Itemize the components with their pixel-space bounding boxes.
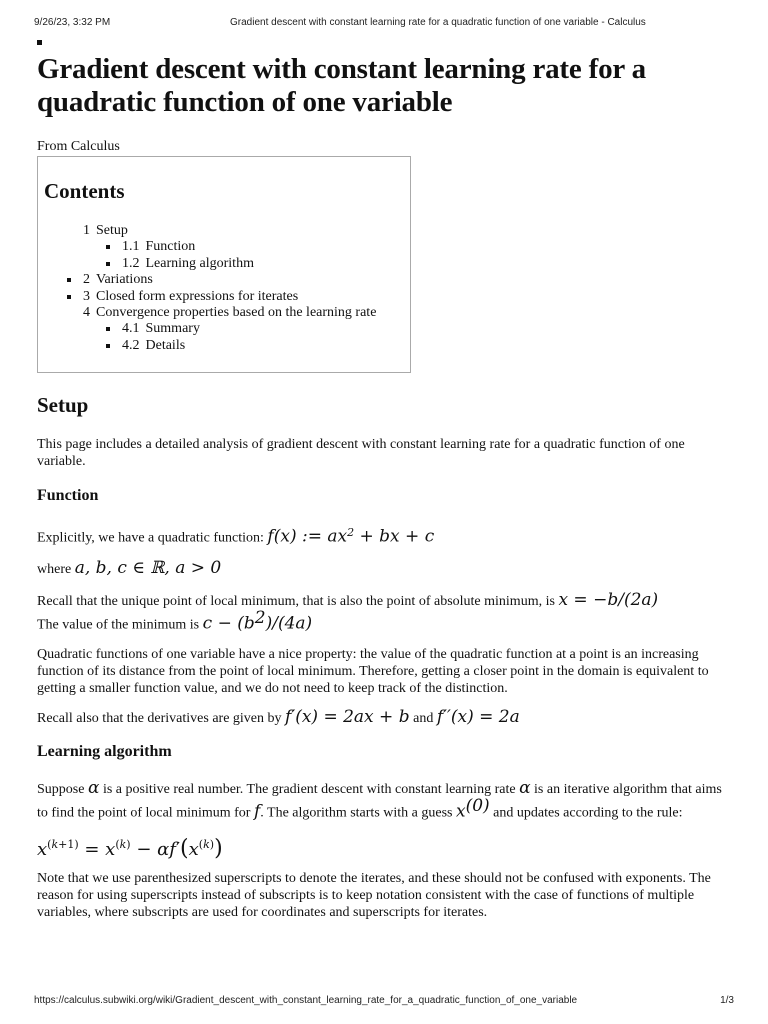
symbol-initial-guess: x [455, 801, 466, 822]
formula-quadratic: f [267, 526, 274, 547]
toc-item[interactable] [38, 223, 410, 239]
toc-heading: Contents [44, 179, 125, 203]
print-page-title: Gradient descent with constant learning rate for a quadratic function of one variable - Calculus [230, 17, 646, 28]
toc-item-label: Setup [96, 223, 128, 238]
updates-text: and updates according to the rule: [493, 805, 683, 821]
print-header [34, 17, 734, 31]
print-page-number: 1/3 [720, 995, 734, 1006]
toc-item[interactable] [38, 272, 410, 288]
print-footer [34, 995, 734, 1009]
page-title: Gradient descent with constant learning rate for a quadratic function of one variable [37, 53, 646, 118]
toc-item-label: Function [145, 239, 196, 255]
toc-item[interactable] [38, 305, 410, 321]
formula-second-derivative: f [436, 707, 444, 728]
minimum-value-text: The value of the minimum is [37, 617, 200, 633]
toc-item-label: Closed form expressions for iterates [96, 288, 299, 304]
toc-item-number: 1.1 [122, 239, 140, 255]
starts-text: . The algorithm starts with a guess [260, 805, 453, 821]
and-text: and [413, 711, 434, 727]
toc-item-number: 4 [83, 305, 90, 321]
formula-first-derivative: f [285, 707, 292, 728]
toc-bullet [106, 327, 110, 331]
toc-item-label: Convergence properties based on the learning rate [96, 305, 377, 321]
notation-note: Note that we use parenthesized superscripts to denote the iterates, and these should not be confused with exponents. The reason for using superscripts instead of subscripts is to keep notation consistent with the case of functions of multiple variables, where subscripts are used for coordinates and superscripts for iterates. [37, 870, 711, 920]
quadratic-property: Quadratic functions of one variable have a nice property: the value of the quadratic function at a point is an increasing function of its distance from the point of local minimum. Therefore, getting a closer point in the domain is equivalent to getting a smaller function value, and we do not need to keep track of the distinction. [37, 647, 709, 697]
toc-item-number: 4.2 [122, 337, 140, 353]
toc-item-number: 3 [83, 288, 90, 304]
print-date: 9/26/23, 3:32 PM [34, 17, 111, 28]
toc-item-number: 2 [83, 272, 90, 288]
where-text: where [37, 561, 72, 577]
toc-bullet [106, 344, 110, 348]
toc-bullet [106, 262, 110, 266]
formula-minimum-value: c [202, 613, 213, 634]
toc-list [38, 223, 410, 354]
symbol-alpha: α [87, 778, 100, 799]
toc-bullet [106, 245, 110, 249]
function-domain: where a, b, c ∈ ℝ, a > 0 [37, 557, 222, 578]
table-of-contents [37, 156, 411, 373]
toc-item[interactable] [38, 321, 410, 337]
function-definition: Explicitly, we have a quadratic function: f(x) := $ax^2$ + bx + c [37, 526, 435, 547]
minimum-point-text: Recall that the unique point of local minimum, that is also the point of absolute minimum, is [37, 593, 555, 609]
bullet-marker [37, 40, 42, 45]
positive-text: is a positive real number. The gradient descent with constant learning rate [102, 782, 516, 798]
toc-item[interactable] [38, 289, 410, 305]
article [37, 38, 732, 921]
minimum-point: Recall that the unique point of local minimum, that is also the point of absolute minimum, is x = −b/(2a) The value of the minimum is $c - (b^2)/(4a)$ [37, 589, 659, 634]
toc-item[interactable] [38, 338, 410, 354]
symbol-f: f [253, 801, 261, 822]
section-heading-function: Function [37, 487, 99, 504]
toc-item-label: Learning algorithm [145, 255, 254, 271]
function-definition-text: Explicitly, we have a quadratic function: [37, 530, 264, 546]
toc-item[interactable] [38, 239, 410, 255]
update-rule-formula: $x^{(k+1)} = x^{(k)} - \alpha f'(x^{(k)})$ [37, 835, 223, 861]
toc-item-label: Details [145, 337, 186, 353]
iterative-text: is an iterative algorithm that aims to find the point of local minimum for [37, 782, 722, 821]
print-url: https://calculus.subwiki.org/wiki/Gradient_descent_with_constant_learning_rate_for_a_quadratic_function_of_one_variable [34, 995, 578, 1006]
setup-intro: This page includes a detailed analysis of gradient descent with constant learning rate for a quadratic function of one variable. [37, 437, 685, 469]
site-subtitle: From Calculus [37, 139, 120, 154]
toc-item[interactable] [38, 256, 410, 272]
toc-item-label: Summary [145, 321, 200, 337]
toc-item-number: 1 [83, 223, 90, 238]
toc-item-number: 4.1 [122, 321, 140, 337]
toc-bullet [67, 278, 71, 282]
learning-description: Suppose α is a positive real number. The gradient descent with constant learning rate α is an iterative algorithm that aims to find the point of local minimum for f. The algorithm starts with a guess $x^{(0)}$ and updates according to the rule: [37, 778, 722, 822]
formula-domain: a [74, 557, 85, 578]
toc-item-label: Variations [96, 272, 153, 288]
derivatives: Recall also that the derivatives are given by f′(x) = 2ax + b and f′′(x) = 2a [37, 707, 520, 728]
derivatives-text: Recall also that the derivatives are given by [37, 711, 282, 727]
formula-minimum-point: x [558, 589, 569, 610]
symbol-alpha: α [519, 778, 531, 799]
toc-bullet [67, 295, 71, 299]
toc-item-number: 1.2 [122, 255, 140, 271]
suppose-text: Suppose [37, 782, 85, 798]
section-heading-setup: Setup [37, 393, 89, 417]
section-heading-learning-algorithm: Learning algorithm [37, 743, 172, 761]
